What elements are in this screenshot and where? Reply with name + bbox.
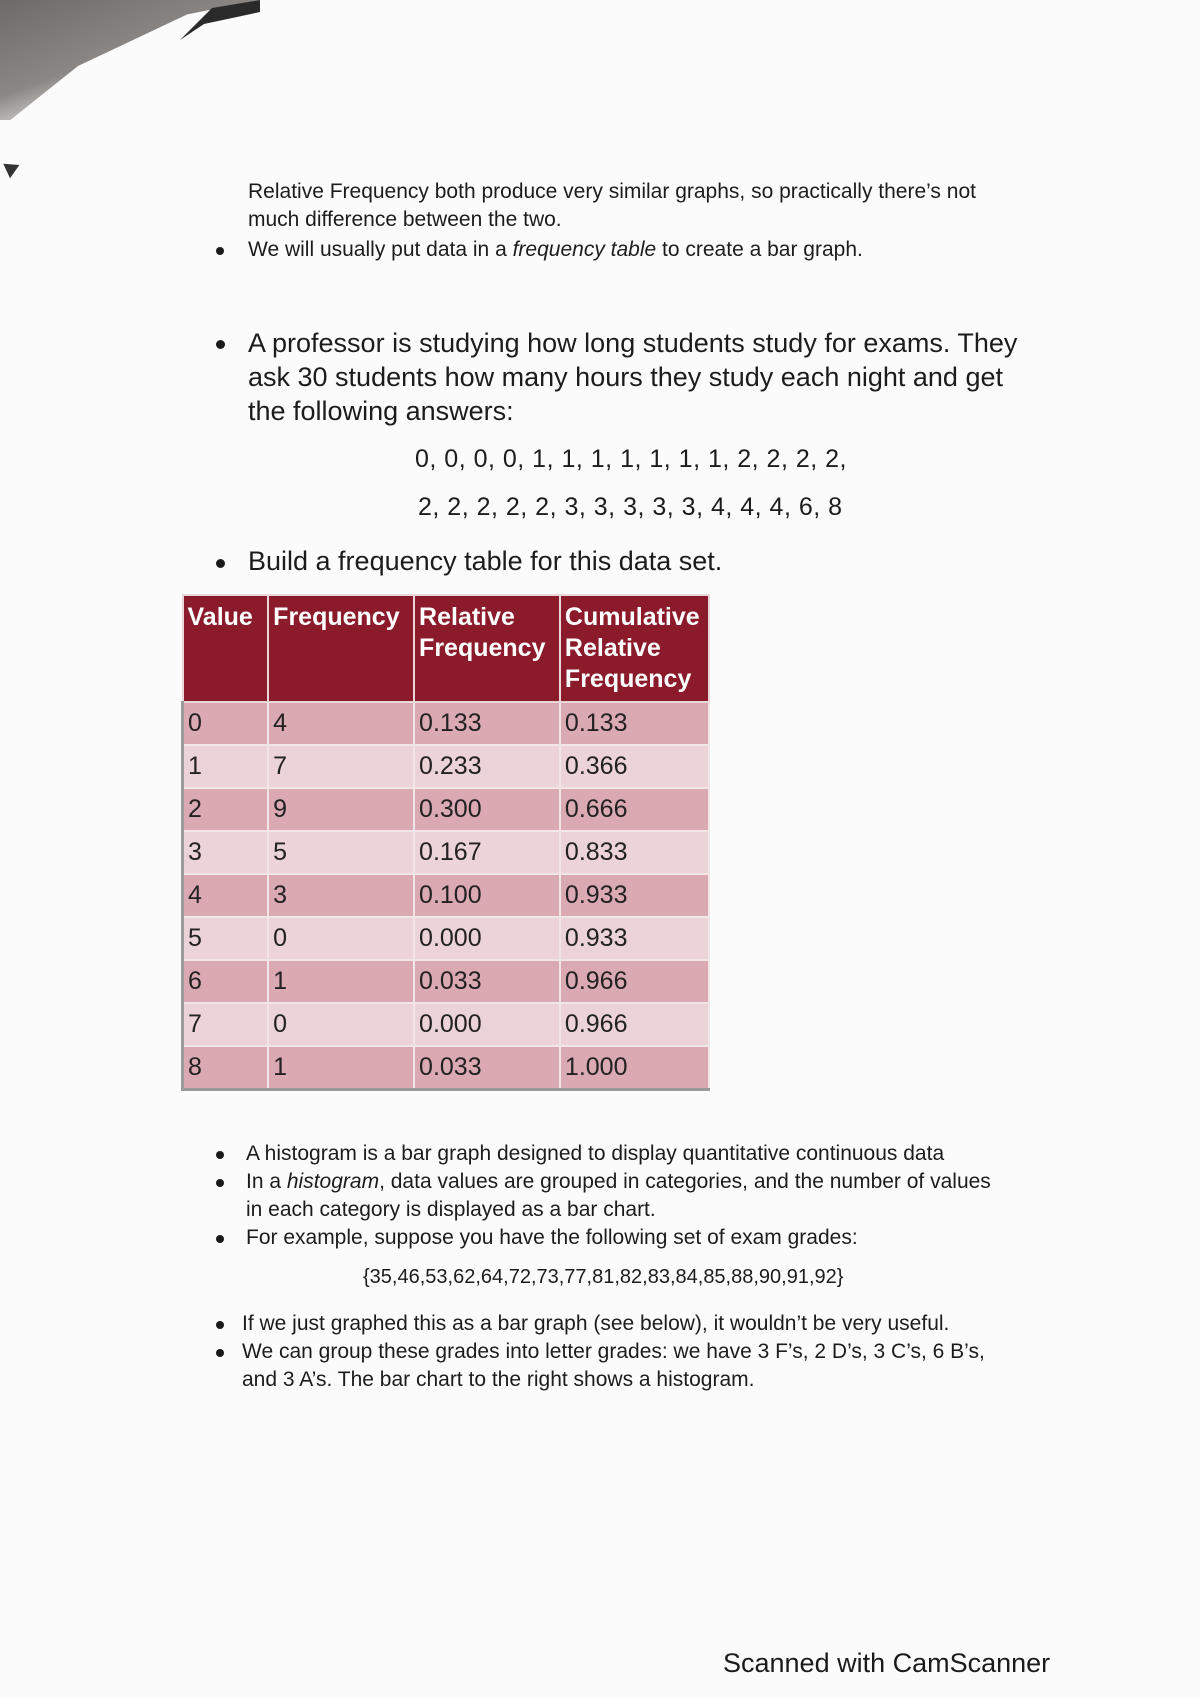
histogram-bullet-2-line-2: in each category is displayed as a bar chart. xyxy=(246,1198,656,1221)
cell-cumulative: 0.966 xyxy=(560,1003,709,1046)
cell-relative: 0.033 xyxy=(414,960,560,1003)
problem-line-2: ask 30 students how many hours they study each night and get xyxy=(248,362,1003,392)
histogram-bullet-2-post: , data values are grouped in categories, and the number of values xyxy=(379,1170,991,1193)
histogram-bullet-5-line-2: and 3 A’s. The bar chart to the right shows a histogram. xyxy=(242,1368,755,1391)
frequency-table xyxy=(181,594,710,1091)
intro-bullet-frequency-table xyxy=(248,236,863,264)
table-row xyxy=(183,745,710,788)
cell-cumulative: 0.133 xyxy=(560,702,709,745)
table-row xyxy=(183,831,710,874)
cell-frequency: 4 xyxy=(268,702,414,745)
cell-value: 7 xyxy=(183,1003,269,1046)
cell-frequency: 7 xyxy=(268,745,414,788)
histogram-bullet-2 xyxy=(246,1168,991,1196)
bullet-icon xyxy=(216,1321,224,1329)
bullet-icon xyxy=(216,340,225,349)
problem-line-3: the following answers: xyxy=(248,396,514,426)
header-cumulative-line3: Frequency xyxy=(564,665,692,693)
data-values-line-2: 2, 2, 2, 2, 2, 3, 3, 3, 3, 3, 4, 4, 4, 6, 8 xyxy=(418,493,843,521)
cell-frequency: 5 xyxy=(268,831,414,874)
table-body xyxy=(183,702,710,1090)
bullet-icon xyxy=(216,559,225,568)
bullet-icon xyxy=(216,1349,224,1357)
cell-value: 0 xyxy=(183,702,269,745)
cell-relative: 0.167 xyxy=(414,831,560,874)
table-row xyxy=(183,1046,710,1090)
cell-value: 4 xyxy=(183,874,269,917)
problem-task: Build a frequency table for this data set. xyxy=(248,546,723,576)
camscanner-watermark: Scanned with CamScanner xyxy=(723,1648,1051,1678)
table-row xyxy=(183,917,710,960)
header-frequency-label: Frequency xyxy=(273,603,400,631)
bullet-icon xyxy=(216,247,224,255)
table-row xyxy=(183,1003,710,1046)
cell-cumulative: 0.366 xyxy=(560,745,709,788)
header-value xyxy=(183,595,269,702)
cell-frequency: 9 xyxy=(268,788,414,831)
cell-value: 8 xyxy=(183,1046,269,1090)
cell-value: 5 xyxy=(183,917,269,960)
histogram-bullet-1: A histogram is a bar graph designed to display quantitative continuous data xyxy=(246,1142,945,1165)
cell-cumulative: 0.933 xyxy=(560,874,709,917)
header-cumulative-relative-frequency xyxy=(560,595,709,702)
histogram-bullet-3: For example, suppose you have the following set of exam grades: xyxy=(246,1226,858,1249)
header-value-label: Value xyxy=(187,603,253,631)
table-row xyxy=(183,702,710,745)
problem-line-1: A professor is studying how long students study for exams. They xyxy=(248,328,1018,358)
histogram-bullet-5-line-1: We can group these grades into letter grades: we have 3 F’s, 2 D’s, 3 C’s, 6 B’s, xyxy=(242,1340,985,1363)
cell-cumulative: 0.966 xyxy=(560,960,709,1003)
cell-relative: 0.033 xyxy=(414,1046,560,1090)
bullet-icon xyxy=(216,1151,224,1159)
intro-line-1: Relative Frequency both produce very similar graphs, so practically there’s not xyxy=(248,180,976,203)
cell-relative: 0.233 xyxy=(414,745,560,788)
cell-relative: 0.000 xyxy=(414,1003,560,1046)
cell-value: 1 xyxy=(183,745,269,788)
cell-relative: 0.133 xyxy=(414,702,560,745)
table-row xyxy=(183,874,710,917)
cell-frequency: 1 xyxy=(268,960,414,1003)
data-values-line-1: 0, 0, 0, 0, 1, 1, 1, 1, 1, 1, 1, 2, 2, 2, 2, xyxy=(415,445,847,473)
cell-frequency: 0 xyxy=(268,1003,414,1046)
cell-cumulative: 0.833 xyxy=(560,831,709,874)
cell-cumulative: 1.000 xyxy=(560,1046,709,1090)
cell-value: 6 xyxy=(183,960,269,1003)
table-row xyxy=(183,960,710,1003)
cell-relative: 0.300 xyxy=(414,788,560,831)
table-row xyxy=(183,788,710,831)
table-header-row xyxy=(183,595,710,702)
cell-relative: 0.000 xyxy=(414,917,560,960)
bullet-icon xyxy=(216,1179,224,1187)
cell-frequency: 1 xyxy=(268,1046,414,1090)
cell-value: 2 xyxy=(183,788,269,831)
histogram-bullet-2-emphasis: histogram xyxy=(286,1170,380,1193)
edge-mark-icon xyxy=(3,158,22,178)
intro-line-2: much difference between the two. xyxy=(248,208,562,231)
cell-relative: 0.100 xyxy=(414,874,560,917)
histogram-bullet-4: If we just graphed this as a bar graph (see below), it wouldn’t be very useful. xyxy=(242,1312,950,1335)
header-cumulative-line1: Cumulative xyxy=(564,603,700,631)
header-cumulative-line2: Relative xyxy=(564,634,661,662)
cell-frequency: 0 xyxy=(268,917,414,960)
intro-bullet-emphasis: frequency table xyxy=(512,238,657,261)
cell-cumulative: 0.933 xyxy=(560,917,709,960)
intro-bullet-pre: We will usually put data in a xyxy=(248,238,513,261)
header-frequency xyxy=(268,595,414,702)
bullet-icon xyxy=(216,1235,224,1243)
cell-frequency: 3 xyxy=(268,874,414,917)
header-relative-frequency xyxy=(414,595,560,702)
histogram-bullet-2-pre: In a xyxy=(246,1170,287,1193)
header-relative-line2: Frequency xyxy=(419,634,546,662)
cell-cumulative: 0.666 xyxy=(560,788,709,831)
cell-value: 3 xyxy=(183,831,269,874)
exam-grades-set: {35,46,53,62,64,72,73,77,81,82,83,84,85,88,90,91,92} xyxy=(363,1266,844,1288)
header-relative-line1: Relative xyxy=(419,603,515,631)
intro-bullet-post: to create a bar graph. xyxy=(656,238,863,261)
